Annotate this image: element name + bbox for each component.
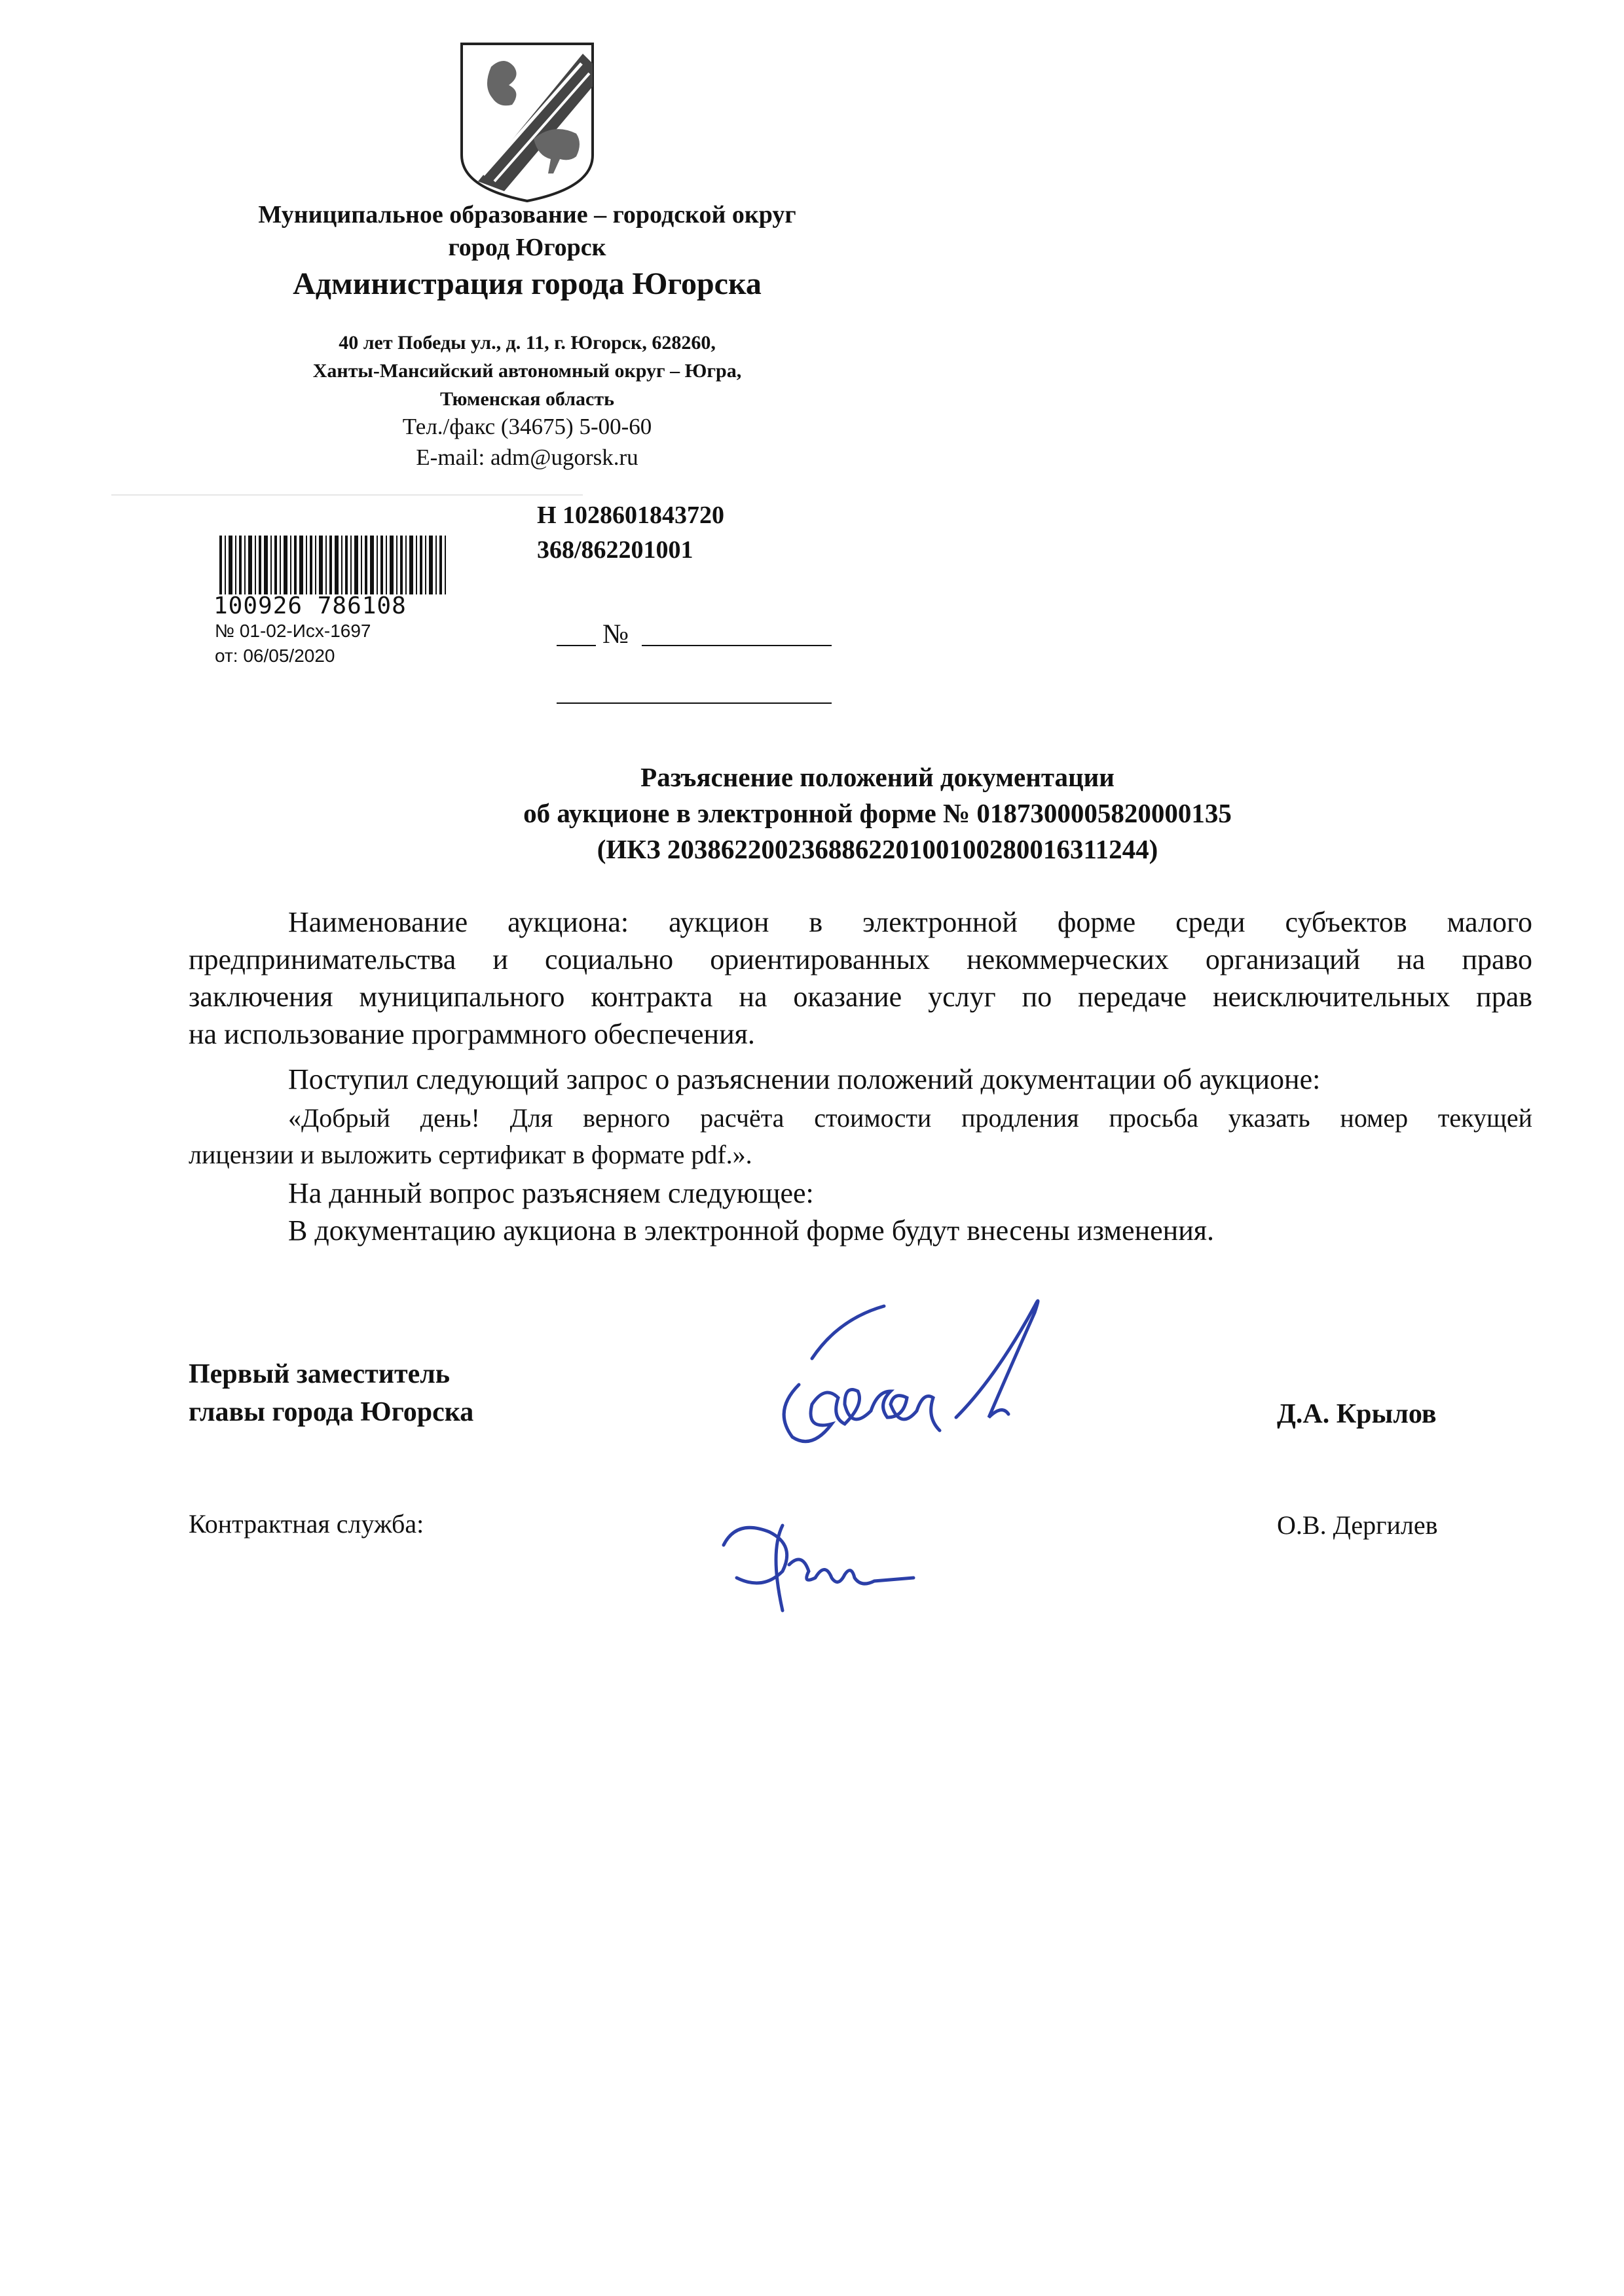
auction-name-line-2: предпринимательства и социально ориентированных некоммерческих организаций на право: [189, 943, 1532, 975]
reference-blank-line: [557, 702, 832, 704]
municipality-line: Муниципальное образование – городской округ: [258, 201, 796, 228]
signer-role-line-1: Первый заместитель: [189, 1359, 450, 1389]
city-line: город Югорск: [448, 234, 606, 261]
contract-service-name: О.В. Дергилев: [1277, 1510, 1438, 1540]
barcode-number: 100926 786108: [213, 592, 407, 619]
auction-name-line-4: на использование программного обеспечения.: [189, 1018, 755, 1050]
phone-fax: Тел./факс (34675) 5-00-60: [402, 414, 652, 439]
answer-intro: На данный вопрос разъясняем следующее:: [288, 1177, 814, 1209]
number-sign: №: [602, 619, 629, 649]
document-title-line-2: об аукционе в электронной форме № 0187300005820000135: [523, 798, 1232, 828]
address-line-2: Ханты-Мансийский автономный округ – Югра,: [312, 360, 742, 382]
address-line-1: 40 лет Победы ул., д. 11, г. Югорск, 628260,: [339, 332, 716, 354]
number-blank-line: [642, 645, 832, 646]
registration-date: от: 06/05/2020: [215, 646, 335, 666]
request-quote-line-2: лицензии и выложить сертификат в формате pdf.».: [189, 1140, 752, 1169]
signer-role-line-2: главы города Югорска: [189, 1397, 474, 1427]
request-quote-line-1: «Добрый день! Для верного расчёта стоимости продления просьба указать номер текущей: [288, 1103, 1532, 1133]
auction-name-line-3: заключения муниципального контракта на оказание услуг по передаче неисключительных прав: [189, 981, 1532, 1013]
contract-service-label: Контрактная служба:: [189, 1509, 424, 1539]
email: E-mail: adm@ugorsk.ru: [416, 445, 638, 470]
inn-kpp: 368/862201001: [537, 536, 693, 564]
document-title-line-3: (ИКЗ 203862200236886220100100280016311244): [597, 834, 1158, 864]
ogrn: Н 1028601843720: [537, 501, 725, 529]
stamp-edge: [111, 494, 583, 496]
document-title-line-1: Разъяснение положений документации: [640, 762, 1115, 792]
auction-name-line-1: Наименование аукциона: аукцион в электронной форме среди субъектов малого: [288, 906, 1532, 938]
organization-name: Администрация города Югорска: [293, 266, 762, 301]
address-line-3: Тюменская область: [440, 388, 614, 410]
signature-krylov-image: [760, 1286, 1126, 1470]
request-intro: Поступил следующий запрос о разъяснении положений документации об аукционе:: [288, 1063, 1321, 1095]
registration-number: № 01-02-Исх-1697: [215, 621, 371, 641]
coat-of-arms-logo: [458, 41, 596, 204]
signature-dergilev-image: [710, 1499, 933, 1624]
answer-text: В документацию аукциона в электронной форме будут внесены изменения.: [288, 1214, 1214, 1247]
signer-name: Д.А. Крылов: [1277, 1399, 1437, 1429]
date-blank-line: [557, 645, 596, 646]
